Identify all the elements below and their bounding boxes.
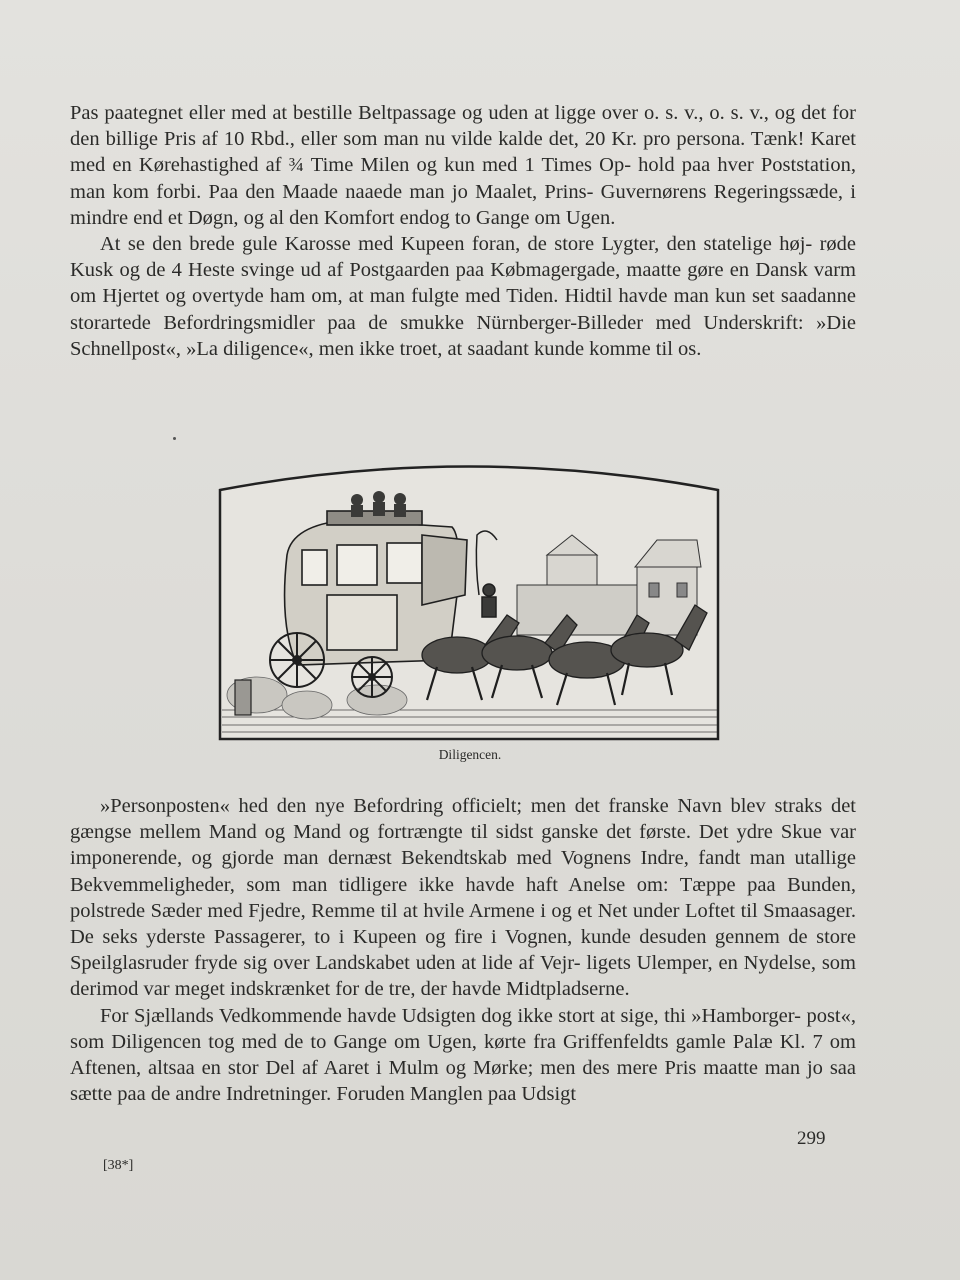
page-number: 299 xyxy=(797,1128,826,1149)
bottom-text-block xyxy=(70,793,856,1107)
paragraph: For Sjællands Vedkommende havde Udsigten dog ikke stort at sige, thi »Hamborger- post«, som Diligencen tog med de to Gange om Ugen, kørte fra Griffenfeldts gamle Palæ Kl. 7 om Aftenen, altsaa en stor Del af Aaret i Mulm og Mørke; men des mere Pris maatte man jo saa sætte paa de andre Indretninger. Foruden Manglen paa Udsigt xyxy=(70,1004,856,1106)
paragraph: »Personposten« hed den nye Befordring officielt; men det franske Navn blev straks det gængse mellem Mand og Mand og fortrængte til sidst ganske det første. Det ydre Skue var imponerende, og gjorde man dernæst Bekendtskab med Vognens Indre, fandt man utallige Bekvemmeligheder, som man tidligere ikke havde haft Anelse om: Tæppe paa Bunden, polstrede Sæder med Fjedre, Remme til at hvile Armene i og et Net under Loftet til Smaasager. De seks yderste Passagerer, to i Kupeen og fire i Vognen, kunde desuden gennem de store Speilglasruder fryde sig over Landskabet uden at lide af Vejr- ligets Ulemper, en Nydelse, som derimod var meget indskrænket for de tre, der havde Midtpladserne. xyxy=(70,795,856,1001)
figure-caption: Diligencen. xyxy=(438,747,502,762)
diligence-illustration xyxy=(217,455,721,742)
paragraph: At se den brede gule Karosse med Kupeen foran, de store Lygter, den statelige høj- røde Kusk og de 4 Heste svinge ud af Postgaarden paa Købmagergade, maatte gøre en Dansk varm om Hjertet og overtyde ham om, at man fulgte med Tiden. Hidtil havde man kun set saadanne storartede Befordringsmidler paa de smukke Nürnberger-Billeder med Underskrift: »Die Schnellpost«, »La diligence«, men ikke troet, at saadant kunde komme til os. xyxy=(70,233,856,360)
paragraph: Pas paategnet eller med at bestille Beltpassage og uden at ligge over o. s. v., o. s. v., og det for den billige Pris af 10 Rbd., eller som man nu vilde kalde det, 20 Kr. pro persona. Tænk! Karet med en Kørehastighed af ¾ Time Milen og kun med 1 Times Op- hold paa hver Poststation, man kom forbi. Paa den Maade naaede man jo Maalet, Prins- Guvernørens Regeringssæde, i mindre end et Døgn, og al den Komfort endog to Gange om Ugen. xyxy=(70,102,856,229)
ink-speck xyxy=(173,437,176,440)
top-text-block xyxy=(70,100,856,362)
signature-mark: [38*] xyxy=(103,1158,134,1173)
